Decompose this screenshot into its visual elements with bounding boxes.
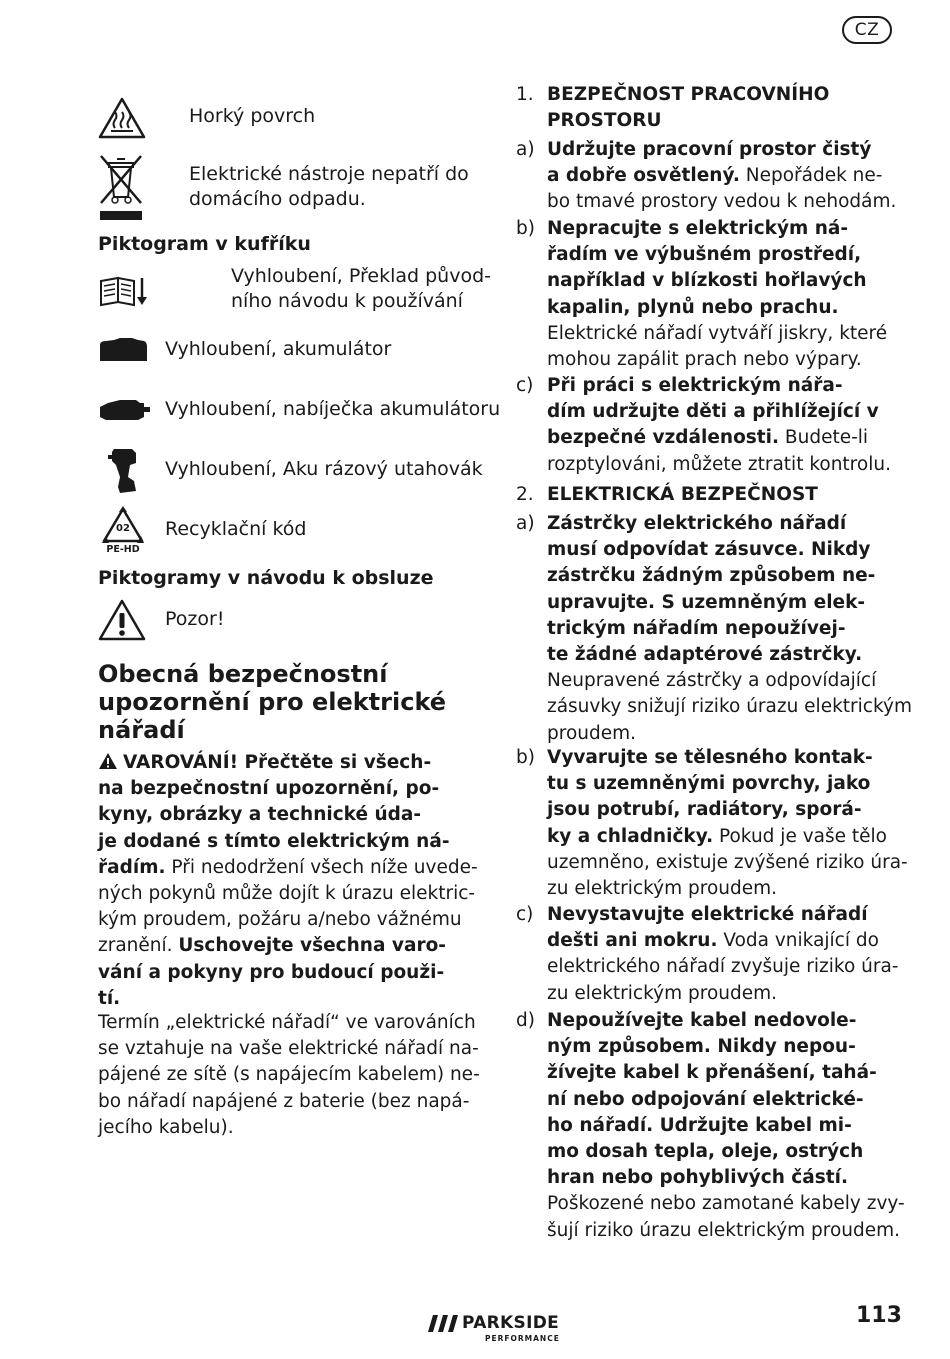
regular-text: uzemněno, existuje zvýšené riziko úra- [547, 851, 908, 873]
text-line [547, 876, 901, 902]
text-line [98, 750, 488, 776]
text-line: bo nářadí napájené z baterie (bez napá- [98, 1090, 470, 1112]
text-line [547, 694, 912, 720]
bold-text: ky a chladničky. [547, 825, 714, 847]
charger-label: Vyhloubení, nabíječka akumulátoru [165, 398, 501, 420]
bold-text: vání a pokyny pro budoucí použi- [98, 961, 445, 983]
text-line [547, 1034, 901, 1060]
text-line [547, 373, 901, 399]
text-line [547, 1113, 901, 1139]
charger-shape-icon [98, 398, 152, 422]
regular-text: Budete-li [779, 427, 869, 449]
list-item [516, 373, 901, 478]
text-line [547, 1060, 901, 1086]
text-line [98, 907, 488, 933]
text-line [547, 399, 901, 425]
bold-text: tu s uzemněnými povrchy, jako [547, 773, 871, 795]
list-item [516, 216, 901, 373]
text-line [98, 986, 488, 1012]
regular-text: Poškozené nebo zamotané kabely zvy- [547, 1193, 905, 1215]
text-line: jecího kabelu). [98, 1116, 234, 1138]
regular-text: ných pokynů může dojít k úrazu elektric- [98, 883, 476, 905]
caution-label: Pozor! [165, 608, 225, 630]
text-line [547, 295, 901, 321]
text-line [547, 771, 901, 797]
text-line: Termín „elektrické nářadí“ ve varováních [98, 1012, 476, 1033]
bold-text: například v blízkosti hořlavých [547, 270, 867, 292]
warning-paragraph [98, 750, 488, 1012]
battery-shape-icon [98, 337, 148, 363]
text-line [98, 776, 488, 802]
text-line [547, 242, 901, 268]
list-marker: c) [516, 904, 534, 925]
regular-text: mohou zapálit prach nebo výpary. [547, 349, 862, 371]
brand-sub: PERFORMANCE [485, 1334, 560, 1343]
recycle-code: PE-HD [106, 544, 140, 555]
text-line [98, 960, 488, 986]
battery-label: Vyhloubení, akumulátor [165, 338, 392, 360]
manual-icon [98, 275, 150, 307]
language-badge: CZ [842, 16, 892, 44]
bold-text: ní nebo odpojování elektrické- [547, 1088, 864, 1110]
list-body [547, 1008, 905, 1244]
brand-name: PARKSIDE [462, 1313, 560, 1333]
manual-section-title: Piktogramy v návodu k obsluze [98, 567, 434, 589]
text-line [547, 1008, 901, 1034]
list-body [547, 137, 901, 216]
text-line [98, 829, 488, 855]
list-item [516, 511, 912, 747]
bold-text: hran nebo pohyblivých částí. [547, 1167, 848, 1189]
text-line [98, 881, 488, 907]
text-line [547, 850, 908, 876]
text-line [547, 511, 901, 537]
regular-text: Nepořádek ne- [739, 165, 883, 187]
regular-text: šují riziko úrazu elektrickým proudem. [547, 1219, 901, 1241]
bold-text: a dobře osvětlený. [547, 165, 740, 187]
text-line [547, 1218, 901, 1244]
text-line: se vztahuje na vaše elektrické nářadí na- [98, 1038, 479, 1060]
section-2-title: 2. ELEKTRICKÁ BEZPEČNOST [516, 484, 818, 505]
bold-text: ho nářadí. Udržujte kabel mi- [547, 1114, 852, 1136]
text-line: pájené ze sítě (s napájecím kabelem) ne- [98, 1064, 480, 1086]
case-section-title: Piktogram v kufříku [98, 233, 311, 255]
hot-surface-label: Horký povrch [189, 105, 316, 127]
list-body [547, 216, 901, 373]
bold-text: na bezpečnostní upozornění, po- [98, 778, 440, 800]
list-marker: c) [516, 375, 534, 396]
list-body [547, 373, 901, 478]
bold-text: Nevystavujte elektrické nářadí [547, 904, 868, 925]
text-line [547, 590, 901, 616]
list-marker: a) [516, 139, 535, 160]
text-line [547, 1165, 901, 1191]
bold-text: ným způsobem. Nikdy nepou- [547, 1036, 856, 1058]
text-line [547, 1139, 901, 1165]
text-line [547, 981, 901, 1007]
impact-wrench-icon [108, 447, 140, 495]
recycle-number: 02 [116, 523, 130, 534]
warning-icon [98, 598, 146, 642]
manual-label: Vyhloubení, Překlad původ- ního návodu k používání [231, 265, 491, 312]
text-line [547, 642, 901, 668]
list-item [516, 745, 908, 902]
bold-text: je dodané s tímto elektrickým ná- [98, 830, 450, 852]
regular-text: bo tmavé prostory vedou k nehodám. [547, 191, 897, 213]
crossed-bin-icon [97, 153, 145, 223]
section-1-title: 1. BEZPEČNOST PRACOVNÍHO PROSTORU [516, 84, 830, 132]
list-item [516, 902, 901, 1007]
text-line [547, 321, 901, 347]
text-line [547, 563, 901, 589]
regular-text: Elektrické nářadí vytváří jiskry, které [547, 322, 888, 344]
bold-text: Při práci s elektrickým nářa- [547, 375, 843, 396]
parkside-logo [428, 1313, 580, 1349]
bold-text: řadím ve výbušném prostředí, [547, 244, 862, 266]
text-line [547, 824, 901, 850]
regular-text: Voda vnikající do [717, 930, 879, 952]
text-line [547, 137, 901, 163]
bold-text: Udržujte pracovní prostor čistý [547, 139, 872, 160]
bold-text: trickým nářadím nepoužívej- [547, 617, 846, 639]
bold-text: upravujte. S uzemněným elek- [547, 591, 866, 613]
regular-text: kým proudem, požáru a/nebo vážnému [98, 909, 462, 931]
text-line [98, 802, 488, 828]
list-body [547, 745, 908, 902]
bold-text: tí. [98, 987, 121, 1009]
text-line [547, 616, 901, 642]
text-line [547, 745, 901, 771]
list-body [547, 902, 901, 1007]
bold-text: bezpečné vzdálenosti. [547, 427, 780, 449]
bold-text: kyny, obrázky a technické úda- [98, 804, 422, 826]
bold-text: Vyvarujte se tělesného kontak- [547, 747, 873, 768]
bold-text: kapalin, plynů nebo prachu. [547, 296, 839, 318]
text-line [547, 216, 901, 242]
list-marker: b) [516, 218, 535, 239]
bold-text: jsou potrubí, radiátory, sporá- [547, 799, 862, 821]
page-number: 113 [856, 1303, 902, 1328]
text-line [547, 163, 901, 189]
text-line [547, 928, 901, 954]
text-line [547, 537, 901, 563]
text-line [547, 189, 901, 215]
text-line [547, 1191, 905, 1217]
bold-text: Nepoužívejte kabel nedovole- [547, 1010, 857, 1031]
list-item [516, 1008, 905, 1244]
text-line [547, 452, 901, 478]
regular-text: Neupravené zástrčky a odpovídající [547, 670, 877, 692]
bold-text: musí odpovídat zásuvce. Nikdy [547, 539, 871, 561]
bold-text: žívejte kabel k přenášení, tahá- [547, 1062, 877, 1084]
bold-text: zástrčku žádným způsobem ne- [547, 565, 876, 587]
text-line [547, 797, 901, 823]
regular-text: zásuvky snižují riziko úrazu elektrickým [547, 696, 912, 718]
list-marker: d) [516, 1010, 535, 1031]
impact-wrench-label: Vyhloubení, Aku rázový utahovák [165, 458, 483, 480]
bold-text: Uschovejte všechna varo- [178, 935, 446, 957]
text-line [547, 1087, 901, 1113]
recycling-label: Recyklační kód [165, 518, 307, 540]
regular-text: rozptylováni, můžete ztratit kontrolu. [547, 453, 891, 475]
text-line [547, 668, 901, 694]
text-line [547, 425, 901, 451]
hot-surface-icon [98, 96, 146, 140]
list-item [516, 137, 901, 216]
bold-text: dím udržujte děti a přihlížející v [547, 401, 879, 423]
regular-text: Při nedodržení všech níže uvede- [165, 856, 478, 878]
text-line [98, 933, 488, 959]
regular-text: zranění. [98, 935, 179, 957]
bold-text: dešti ani mokru. [547, 930, 718, 952]
regular-text: elektrického nářadí zvyšuje riziko úra- [547, 956, 899, 978]
logo-stripes-icon [428, 1315, 458, 1333]
bold-text: Nepracujte s elektrickým ná- [547, 218, 849, 239]
list-marker: a) [516, 513, 535, 534]
text-line [98, 855, 488, 881]
text-line [547, 902, 901, 928]
term-paragraph [98, 1010, 488, 1141]
regular-text: zu elektrickým proudem. [547, 878, 778, 900]
text-line [547, 954, 901, 980]
text-line [547, 347, 901, 373]
regular-text: zu elektrickým proudem. [547, 982, 778, 1004]
crossed-bin-label: Elektrické nástroje nepatří do domácího odpadu. [189, 163, 469, 210]
text-line [547, 721, 901, 747]
bold-text: řadím. [98, 856, 166, 878]
regular-text: proudem. [547, 722, 637, 744]
bold-text: mo dosah tepla, oleje, ostrých [547, 1141, 864, 1163]
warning-triangle-icon [98, 752, 118, 770]
bold-text: VAROVÁNÍ! Přečtěte si všech- [123, 752, 432, 773]
list-marker: b) [516, 747, 535, 768]
general-safety-heading: Obecná bezpečnostní upozornění pro elektrické nářadí [98, 660, 447, 744]
bold-text: te žádné adaptérové zástrčky. [547, 644, 863, 666]
bold-text: Zástrčky elektrického nářadí [547, 513, 847, 534]
text-line [547, 268, 901, 294]
list-body [547, 511, 912, 747]
regular-text: Pokud je vaše tělo [713, 825, 887, 847]
